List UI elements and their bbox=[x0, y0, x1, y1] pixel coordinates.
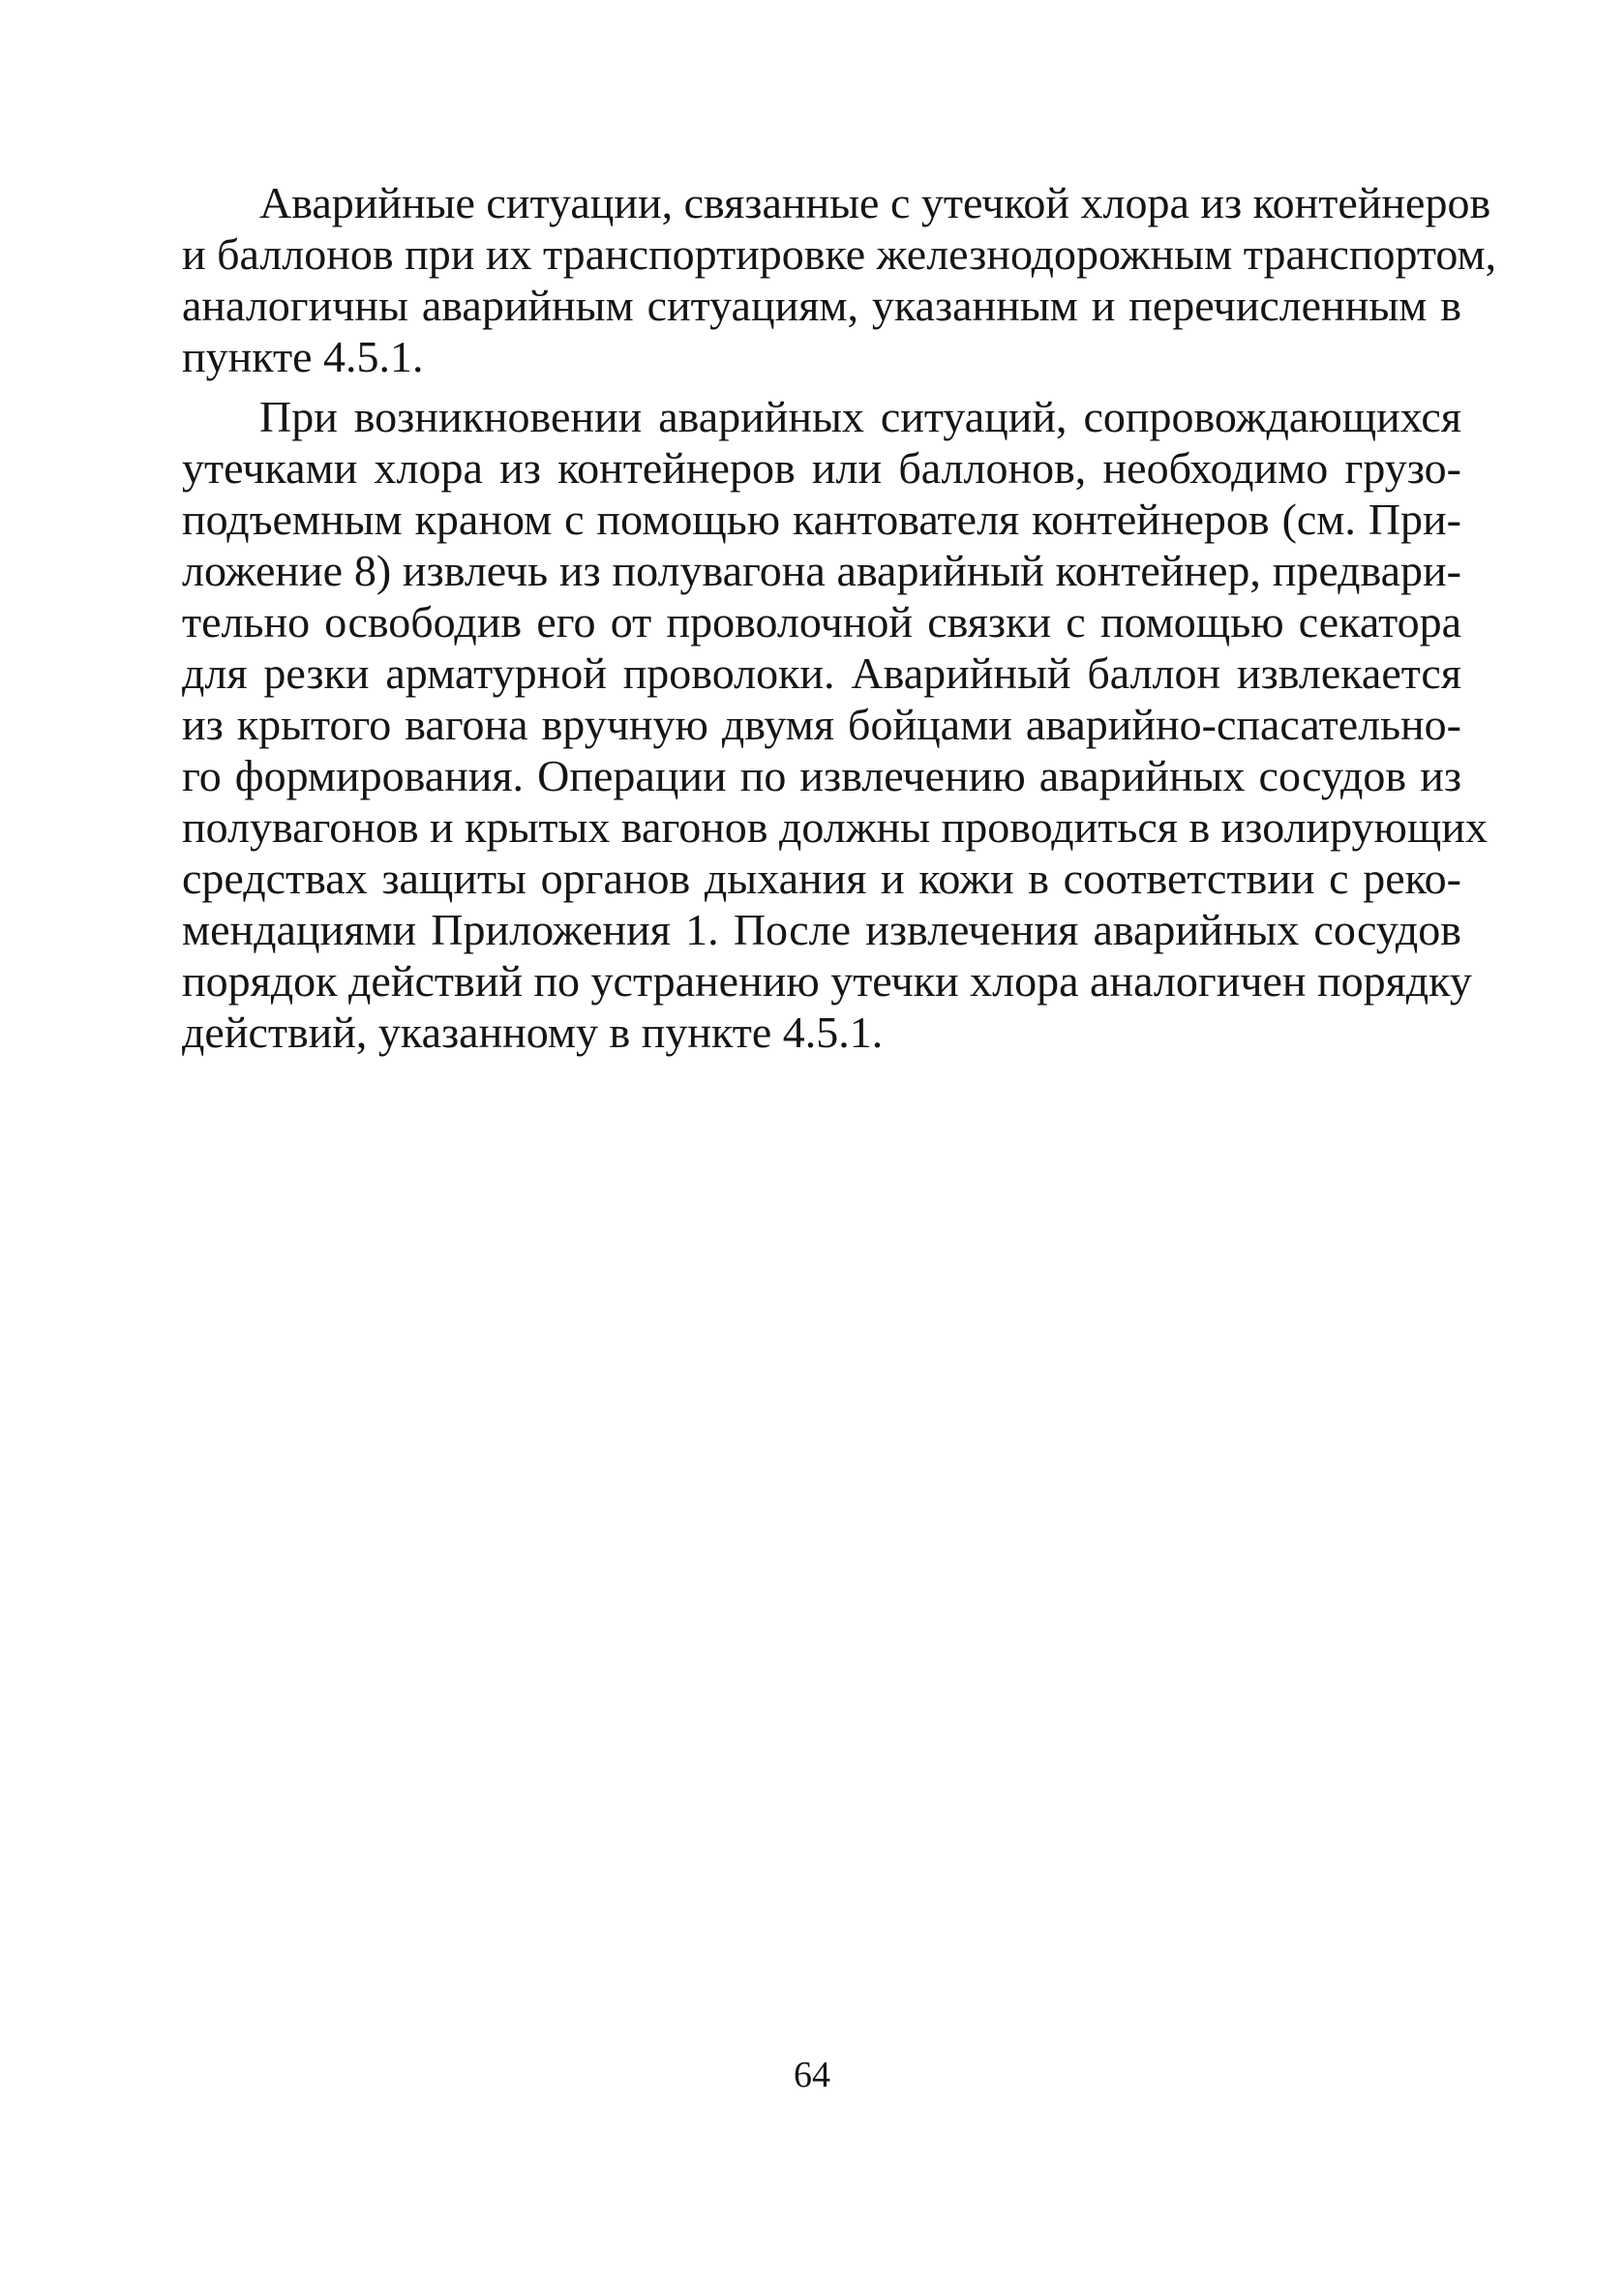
page-number: 64 bbox=[794, 2055, 830, 2095]
body-text bbox=[182, 177, 1497, 1058]
text-line: подъемным краном с помощью кантователя контейнеров (см. При- bbox=[182, 495, 1461, 544]
text-line: При возникновении аварийных ситуаций, сопровождающихся bbox=[259, 392, 1461, 441]
text-line: средствах защиты органов дыхания и кожи в соответствии с реко- bbox=[182, 854, 1461, 903]
text-line: для резки арматурной проволоки. Аварийный баллон извлекается bbox=[182, 648, 1461, 698]
text-line: из крытого вагона вручную двумя бойцами аварийно-спасательно- bbox=[182, 700, 1461, 749]
text-line: аналогичны аварийным ситуациям, указанным и перечисленным в bbox=[182, 281, 1461, 330]
text-line: пункте 4.5.1. bbox=[182, 332, 424, 381]
text-line: ложение 8) извлечь из полувагона аварийный контейнер, предвари- bbox=[182, 546, 1461, 595]
text-line: мендациями Приложения 1. После извлечения аварийных сосудов bbox=[182, 905, 1461, 954]
text-line: и баллонов при их транспортировке железнодорожным транспортом, bbox=[182, 229, 1497, 279]
text-line: тельно освободив его от проволочной связки с помощью секатора bbox=[182, 597, 1461, 647]
text-line: действий, указанному в пункте 4.5.1. bbox=[182, 1008, 884, 1057]
text-line: порядок действий по устранению утечки хлора аналогичен порядку bbox=[182, 956, 1472, 1006]
text-line: го формирования. Операции по извлечению аварийных сосудов из bbox=[182, 751, 1461, 800]
text-line: полувагонов и крытых вагонов должны проводиться в изолирующих bbox=[182, 802, 1488, 852]
paragraph-1 bbox=[182, 177, 1497, 382]
text-line: Аварийные ситуации, связанные с утечкой хлора из контейнеров bbox=[259, 178, 1491, 227]
paragraph-2 bbox=[182, 391, 1488, 1058]
text-line: утечками хлора из контейнеров или баллонов, необходимо грузо- bbox=[182, 443, 1461, 493]
